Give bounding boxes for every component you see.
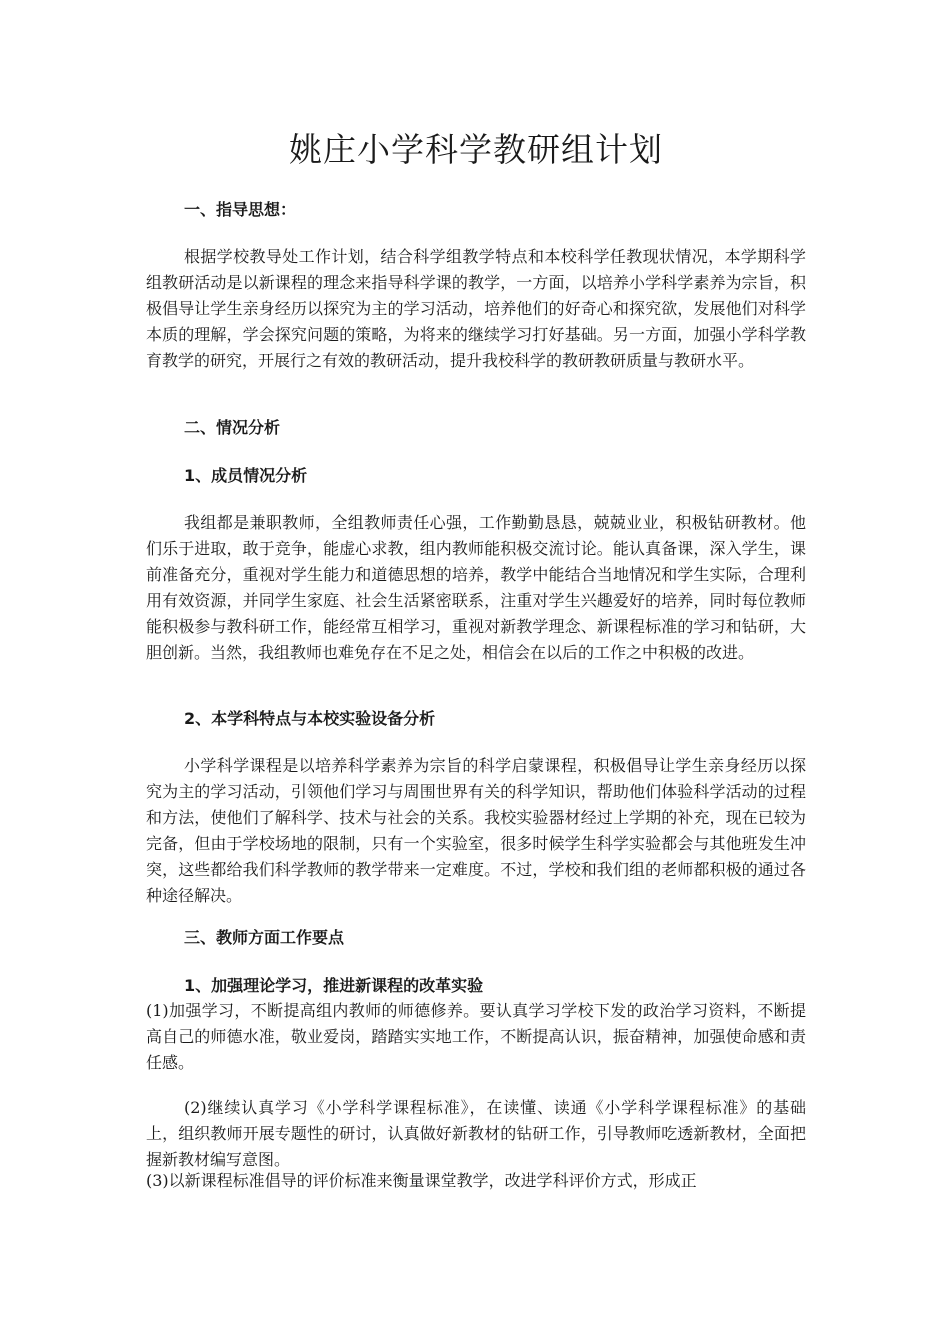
subsection-heading-theory-study: 1、加强理论学习，推进新课程的改革实验 bbox=[184, 976, 484, 995]
section-heading-teacher-work-points: 三、教师方面工作要点 bbox=[184, 928, 345, 947]
paragraph-guiding-ideology: 根据学校教导处工作计划，结合科学组教学特点和本校科学任教现状情况，本学期科学组教研活动是以新课程的理念来指导科学课的教学，一方面，以培养小学科学素养为宗旨，积极倡导让学生亲身经历以探究为主的学习活动，培养他们的好奇心和探究欲，发展他们对科学本质的理解，学会探究问题的策略，为将来的继续学习打好基础。另一方面，加强小学科学教育教学的研究，开展行之有效的教研活动，提升我校科学的教研教研质量与教研水平。 bbox=[146, 247, 806, 370]
paragraph-item-1: (1)加强学习，不断提高组内教师的师德修养。要认真学习学校下发的政治学习资料，不断提高自己的师德水准，敬业爱岗，踏踏实实地工作，不断提高认识，振奋精神，加强使命感和责任感。 bbox=[146, 1001, 806, 1072]
paragraph-subject-equipment: 小学科学课程是以培养科学素养为宗旨的科学启蒙课程，积极倡导让学生亲身经历以探究为主的学习活动，引领他们学习与周围世界有关的科学知识，帮助他们体验科学活动的过程和方法，使他们了解科学、技术与社会的关系。我校实验器材经过上学期的补充，现在已较为完备，但由于学校场地的限制，只有一个实验室，很多时候学生科学实验都会与其他班发生冲突，这些都给我们科学教师的教学带来一定难度。不过，学校和我们组的老师都积极的通过各种途径解决。 bbox=[146, 756, 806, 905]
paragraph-member-analysis: 我组都是兼职教师，全组教师责任心强，工作勤勤恳恳，兢兢业业，积极钻研教材。他们乐于进取，敢于竞争，能虚心求教，组内教师能积极交流讨论。能认真备课，深入学生，课前准备充分，重视对学生能力和道德思想的培养，教学中能结合当地情况和学生实际，合理利用有效资源，并同学生家庭、社会生活紧密联系，注重对学生兴趣爱好的培养，同时每位教师能积极参与教科研工作，能经常互相学习，重视对新教学理念、新课程标准的学习和钻研，大胆创新。当然，我组教师也难免存在不足之处，相信会在以后的工作之中积极的改进。 bbox=[146, 513, 806, 662]
subsection-heading-subject-equipment: 2、本学科特点与本校实验设备分析 bbox=[184, 709, 436, 728]
paragraph-item-2: (2)继续认真学习《小学科学课程标准》，在读懂、读通《小学科学课程标准》的基础上，组织教师开展专题性的研讨，认真做好新教材的钻研工作，引导教师吃透新教材，全面把握新教材编写意图。 bbox=[146, 1098, 806, 1169]
paragraph-item-3: (3)以新课程标准倡导的评价标准来衡量课堂教学，改进学科评价方式，形成正 bbox=[146, 1171, 697, 1190]
subsection-heading-member-analysis: 1、成员情况分析 bbox=[184, 466, 308, 485]
section-heading-guiding-ideology: 一、指导思想： bbox=[184, 200, 297, 219]
document-title: 姚庄小学科学教研组计划 bbox=[289, 130, 663, 169]
section-heading-situation-analysis: 二、情况分析 bbox=[184, 418, 281, 437]
